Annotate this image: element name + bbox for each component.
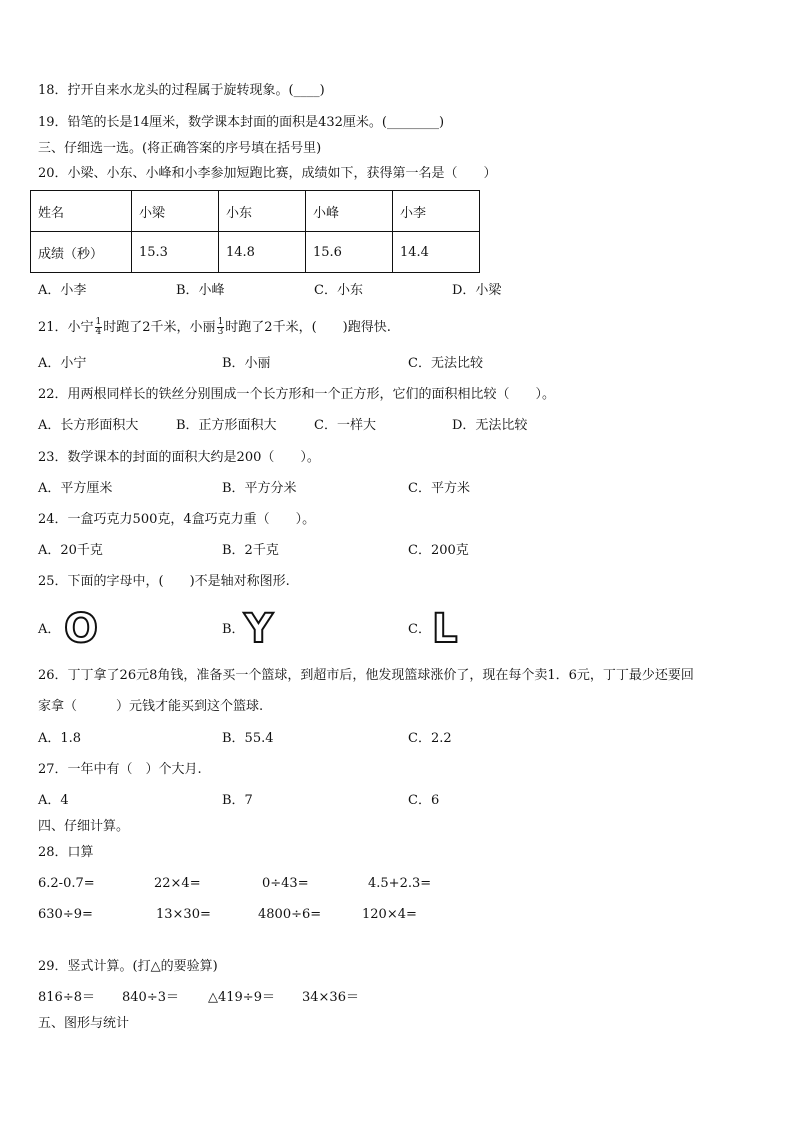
q23: 23．数学课本的封面的面积大约是200（ ）。 (38, 450, 320, 465)
q21-option-b[interactable]: B．小丽 (222, 356, 271, 371)
q28: 28．口算 (38, 845, 94, 860)
q25-option-a[interactable]: A． (38, 622, 61, 637)
q24-option-a[interactable]: A．20千克 (38, 543, 103, 558)
fraction-denominator: 3 (217, 327, 224, 337)
q20-option-c[interactable]: C．小东 (314, 283, 363, 298)
q20: 20．小梁、小东、小峰和小李参加短跑比赛，成绩如下，获得第一名是（ ） (38, 166, 497, 181)
q22-option-b[interactable]: B．正方形面积大 (176, 418, 277, 433)
q21-suffix: 时跑了2千米，( )跑得快. (225, 320, 391, 335)
table-row (31, 191, 480, 232)
q20-option-b[interactable]: B．小峰 (176, 283, 225, 298)
q29-item: 840÷3＝ (122, 990, 179, 1005)
q28-item: 6.2-0.7= (38, 876, 95, 891)
table-cell: 15.3 (132, 232, 219, 273)
fraction-numerator: 1 (217, 317, 224, 327)
q28-item: 22×4= (154, 876, 201, 891)
q26-option-c[interactable]: C．2.2 (408, 731, 452, 746)
q28-item: 4800÷6= (258, 907, 322, 922)
q28-item: 120×4= (362, 907, 417, 922)
table-cell: 小峰 (306, 191, 393, 232)
letter-y-figure: Y (244, 606, 273, 652)
q25-option-b[interactable]: B． (222, 622, 245, 637)
q22-option-a[interactable]: A．长方形面积大 (38, 418, 139, 433)
q22-option-d[interactable]: D．无法比较 (452, 418, 528, 433)
q25-option-c[interactable]: C． (408, 622, 431, 637)
q27-option-a[interactable]: A．4 (38, 793, 69, 808)
q20-option-a[interactable]: A．小李 (38, 283, 87, 298)
section-4-title: 四、仔细计算。 (38, 819, 130, 834)
q27-option-b[interactable]: B．7 (222, 793, 253, 808)
fraction (217, 318, 225, 337)
q24-option-b[interactable]: B．2千克 (222, 543, 279, 558)
q24: 24．一盒巧克力500克，4盒巧克力重（ ）。 (38, 512, 316, 527)
q26-line-1: 26．丁丁拿了26元8角钱，准备买一个篮球，到超市后，他发现篮球涨价了，现在每个卖1．6元，丁丁最少还要回 (38, 668, 694, 683)
table-cell: 成绩（秒） (31, 232, 132, 273)
table-cell: 小梁 (132, 191, 219, 232)
table-cell: 姓名 (31, 191, 132, 232)
q27-option-c[interactable]: C．6 (408, 793, 440, 808)
q25: 25．下面的字母中，( )不是轴对称图形. (38, 574, 290, 589)
q20-option-d[interactable]: D．小梁 (452, 283, 502, 298)
fraction (95, 318, 103, 337)
q18: 18．拧开自来水龙头的过程属于旋转现象。(____) (38, 83, 325, 98)
q26-option-a[interactable]: A．1.8 (38, 731, 82, 746)
score-table (30, 190, 480, 273)
section-5-title: 五、图形与统计 (38, 1016, 130, 1031)
q29-item: 816÷8＝ (38, 990, 95, 1005)
fraction-numerator: 1 (95, 317, 102, 327)
q22-option-c[interactable]: C．一样大 (314, 418, 376, 433)
q27: 27．一年中有（ ）个大月. (38, 762, 202, 777)
letter-o-figure: O (64, 606, 99, 652)
q21-middle: 时跑了2千米，小丽 (103, 320, 216, 335)
q19: 19．铅笔的长是14厘米，数学课本封面的面积是432厘米。(________) (38, 115, 445, 130)
q26-line-2: 家拿（ ）元钱才能买到这个篮球. (38, 699, 264, 714)
table-row (31, 232, 480, 273)
q26-option-b[interactable]: B．55.4 (222, 731, 274, 746)
q28-item: 13×30= (156, 907, 211, 922)
table-cell: 15.6 (306, 232, 393, 273)
table-cell: 小李 (393, 191, 480, 232)
q23-option-c[interactable]: C．平方米 (408, 481, 470, 496)
q23-option-a[interactable]: A．平方厘米 (38, 481, 113, 496)
table-cell: 小东 (219, 191, 306, 232)
section-3-title: 三、仔细选一选。(将正确答案的序号填在括号里) (38, 141, 322, 156)
q21-prefix: 21．小宁 (38, 320, 94, 335)
q23-option-b[interactable]: B．平方分米 (222, 481, 297, 496)
q21-option-a[interactable]: A．小宁 (38, 356, 87, 371)
q21-option-c[interactable]: C．无法比较 (408, 356, 483, 371)
q28-item: 4.5+2.3= (368, 876, 432, 891)
table-cell: 14.8 (219, 232, 306, 273)
q28-item: 0÷43= (262, 876, 309, 891)
q28-item: 630÷9= (38, 907, 93, 922)
q29-item: 34×36＝ (302, 990, 359, 1005)
fraction-denominator: 4 (95, 327, 102, 337)
letter-l-figure: L (432, 606, 458, 652)
q22: 22．用两根同样长的铁丝分别围成一个长方形和一个正方形，它们的面积相比较（ ）。 (38, 387, 556, 402)
table-cell: 14.4 (393, 232, 480, 273)
q29: 29．竖式计算。(打△的要验算) (38, 959, 218, 974)
q29-item: △419÷9＝ (208, 990, 275, 1005)
q21 (38, 318, 391, 337)
q24-option-c[interactable]: C．200克 (408, 543, 469, 558)
